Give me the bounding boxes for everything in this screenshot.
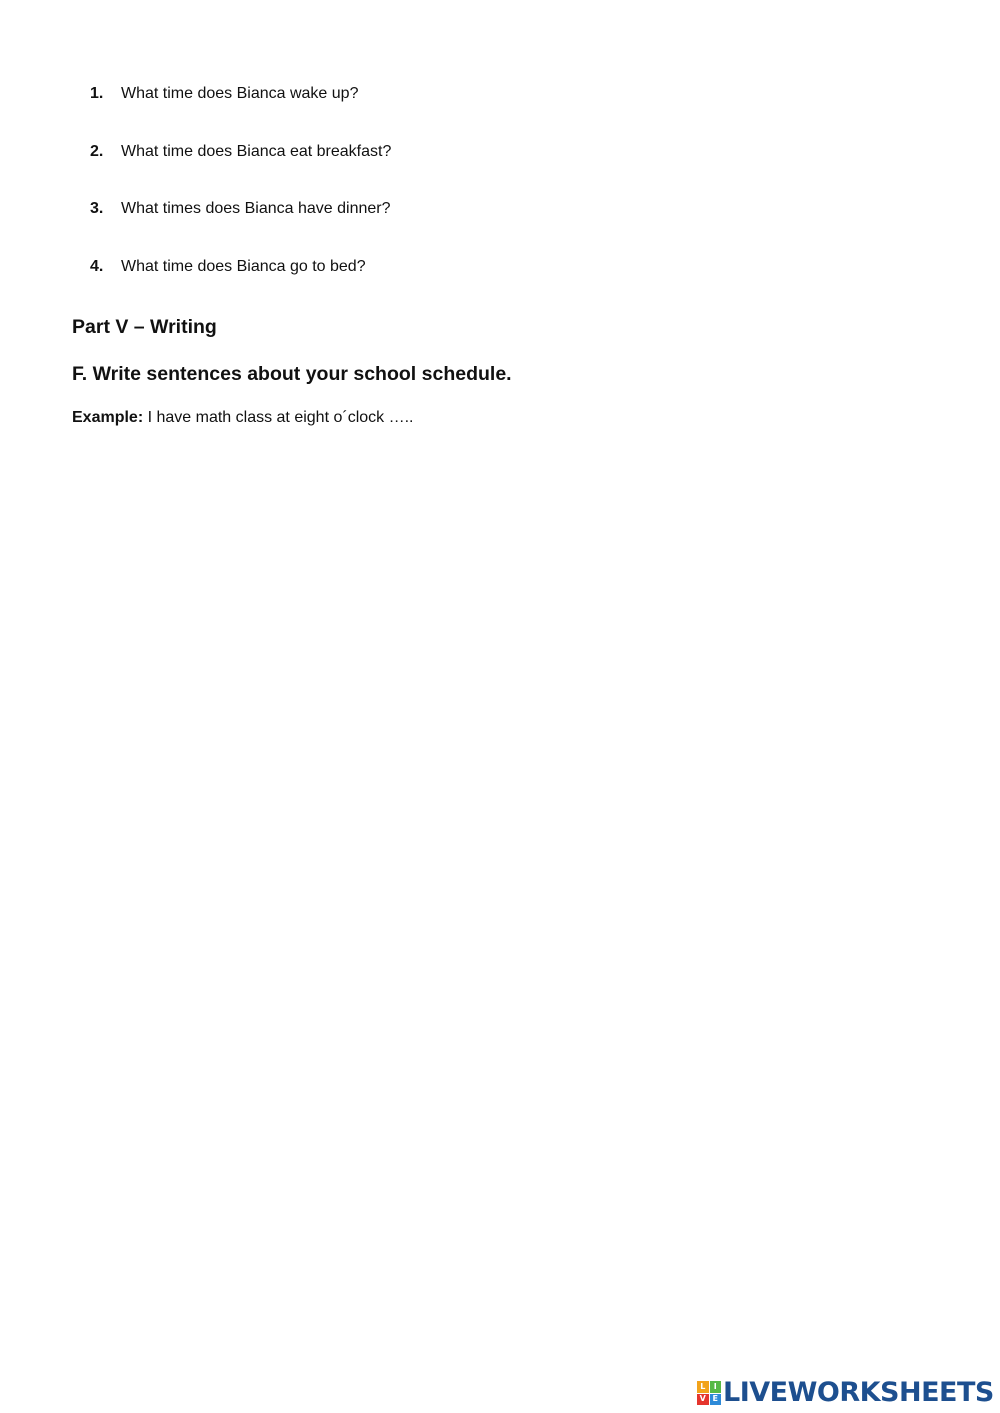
question-number: 4. xyxy=(90,258,104,275)
question-4 xyxy=(90,257,366,277)
task-heading: F. Write sentences about your school schedule. xyxy=(72,363,512,385)
logo-mark-i: I xyxy=(710,1381,722,1393)
question-number: 1. xyxy=(90,85,104,102)
logo-text: LIVEWORKSHEETS xyxy=(723,1377,994,1408)
logo-mark-e: E xyxy=(710,1394,722,1406)
part-heading: Part V – Writing xyxy=(72,316,217,338)
question-text: What times does Bianca have dinner? xyxy=(121,200,391,217)
logo-mark-v: V xyxy=(697,1394,709,1406)
example-text: I have math class at eight o´clock ….. xyxy=(143,409,414,426)
question-1 xyxy=(90,84,358,104)
question-text: What time does Bianca eat breakfast? xyxy=(121,143,392,160)
logo-mark-icon xyxy=(697,1381,721,1405)
liveworksheets-logo xyxy=(697,1378,994,1408)
question-3 xyxy=(90,199,390,219)
question-number: 3. xyxy=(90,200,104,217)
example-label: Example: xyxy=(72,409,144,426)
question-2 xyxy=(90,142,391,162)
example-line xyxy=(72,408,413,428)
logo-mark-l: L xyxy=(697,1381,709,1393)
question-text: What time does Bianca go to bed? xyxy=(121,258,366,275)
question-text: What time does Bianca wake up? xyxy=(121,85,359,102)
question-number: 2. xyxy=(90,143,104,160)
